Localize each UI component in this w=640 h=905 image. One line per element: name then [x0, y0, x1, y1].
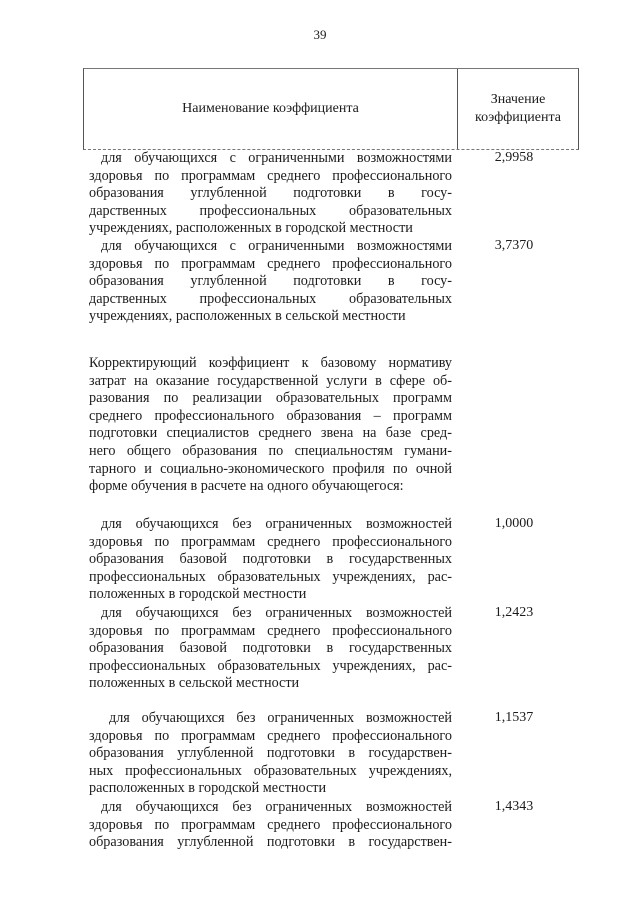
value-header-line: Значение	[490, 92, 546, 107]
table-header	[83, 68, 579, 150]
coefficient-value: 1,1537	[494, 710, 534, 725]
text-line: ных профессиональных образовательных учреждениях,	[89, 762, 452, 779]
text-line: форме обучения в расчете на одного обучающегося:	[89, 478, 404, 495]
text-line: учреждениях, расположенных в сельской местности	[89, 308, 406, 325]
text-line: для обучающихся без ограниченных возможностей	[101, 799, 452, 815]
text-line: для обучающихся без ограниченных возможностей	[101, 516, 452, 532]
text-line: учреждениях, расположенных в городской местности	[89, 220, 413, 237]
coefficient-value-header	[458, 69, 578, 149]
text-line: здоровья по программам среднего профессионального	[89, 533, 452, 550]
text-line: образования базовой подготовки в государственных	[89, 640, 452, 657]
text-line: для обучающихся без ограниченных возможностей	[101, 605, 452, 621]
value-header-line: коэффициента	[475, 110, 561, 125]
text-line: расположенных в городской местности	[89, 780, 327, 797]
text-line: него общего образования по специальностям гумани-	[89, 442, 452, 459]
text-line: подготовки специалистов среднего звена на базе сред-	[89, 425, 452, 442]
text-line: разования по реализации образовательных программ	[89, 390, 452, 407]
text-line: среднего профессионального образования – программ	[89, 407, 452, 424]
text-line: тарного и социально-экономического профиля по очной	[89, 460, 452, 477]
coefficient-row-description	[89, 710, 452, 798]
text-line: образования углубленной подготовки в госу-	[89, 273, 452, 290]
text-line: образования углубленной подготовки в государствен-	[89, 745, 452, 762]
coefficient-row-description	[89, 799, 452, 852]
coefficient-value: 3,7370	[494, 238, 534, 253]
coefficient-value: 1,4343	[494, 799, 534, 814]
text-line: затрат на оказание государственной услуги в сфере об-	[89, 372, 452, 389]
text-line: образования базовой подготовки в государственных	[89, 551, 452, 568]
text-line: положенных в сельской местности	[89, 675, 300, 692]
text-line: для обучающихся с ограниченными возможностями	[101, 238, 452, 254]
coefficient-value: 1,0000	[494, 516, 534, 531]
coefficient-row-description	[89, 516, 452, 604]
text-line: профессиональных образовательных учреждениях, рас-	[89, 568, 452, 585]
text-line: здоровья по программам среднего профессионального	[89, 816, 452, 833]
coefficient-name-header: Наименование коэффициента	[84, 69, 458, 149]
text-line: дарственных профессиональных образовательных	[89, 290, 452, 307]
text-line: образования углубленной подготовки в госу-	[89, 185, 452, 202]
text-line: здоровья по программам среднего профессионального	[89, 622, 452, 639]
text-line: здоровья по программам среднего профессионального	[89, 255, 452, 272]
text-line: дарственных профессиональных образовательных	[89, 202, 452, 219]
text-line: образования углубленной подготовки в государствен-	[89, 834, 452, 851]
coefficient-value: 1,2423	[494, 605, 534, 620]
text-line: для обучающихся с ограниченными возможностями	[101, 150, 452, 166]
text-line: профессиональных образовательных учреждениях, рас-	[89, 657, 452, 674]
text-line: здоровья по программам среднего профессионального	[89, 727, 452, 744]
text-line: здоровья по программам среднего профессионального	[89, 167, 452, 184]
coefficient-value: 2,9958	[494, 150, 534, 165]
coefficient-row-description	[89, 238, 452, 326]
coefficient-row-description	[89, 150, 452, 238]
coefficient-row-description	[89, 605, 452, 693]
corrective-coefficient-intro	[89, 355, 452, 496]
text-line: Корректирующий коэффициент к базовому нормативу	[89, 355, 452, 371]
text-line: положенных в городской местности	[89, 586, 307, 603]
text-line: для обучающихся без ограниченных возможностей	[109, 710, 452, 726]
page-number: 39	[313, 27, 327, 42]
